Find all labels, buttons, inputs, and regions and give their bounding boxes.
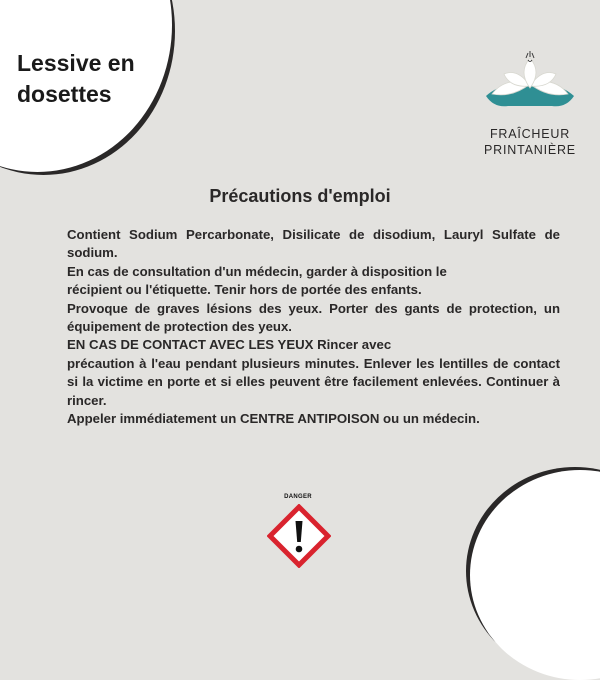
precaution-eye-contact-1: EN CAS DE CONTACT AVEC LES YEUX Rincer avec	[67, 337, 392, 353]
precautions-text	[67, 226, 560, 428]
brand-line-2: PRINTANIÈRE	[484, 143, 576, 157]
precaution-composition: Contient Sodium Percarbonate, Disilicate de disodium, Lauryl Sulfate de sodium.	[67, 227, 560, 261]
brand-name	[470, 126, 590, 158]
precaution-poison-center: Appeler immédiatement un CENTRE ANTIPOISON ou un médecin.	[67, 411, 480, 427]
decorative-circle-bottom-right	[470, 470, 600, 680]
product-title: Lessive en dosettes	[17, 50, 135, 107]
ghs-exclamation-icon	[267, 504, 331, 568]
danger-label: DANGER	[284, 494, 312, 500]
section-heading: Précautions d'emploi	[209, 186, 391, 206]
precaution-doctor-1: En cas de consultation d'un médecin, garder à disposition le	[67, 263, 447, 279]
precaution-eye-protection: Provoque de graves lésions des yeux. Porter des gants de protection, un équipement de protection des yeux.	[67, 300, 560, 335]
precaution-doctor-2: récipient ou l'étiquette. Tenir hors de portée des enfants.	[67, 282, 422, 298]
brand-line-1: FRAÎCHEUR	[489, 127, 571, 141]
lotus-flower-icon	[482, 46, 578, 110]
precaution-eye-contact-2: précaution à l'eau pendant plusieurs minutes. Enlever les lentilles de contact si la victime en porte et si elles peuvent être facilement enlevées. Continuer à rincer.	[67, 355, 560, 408]
